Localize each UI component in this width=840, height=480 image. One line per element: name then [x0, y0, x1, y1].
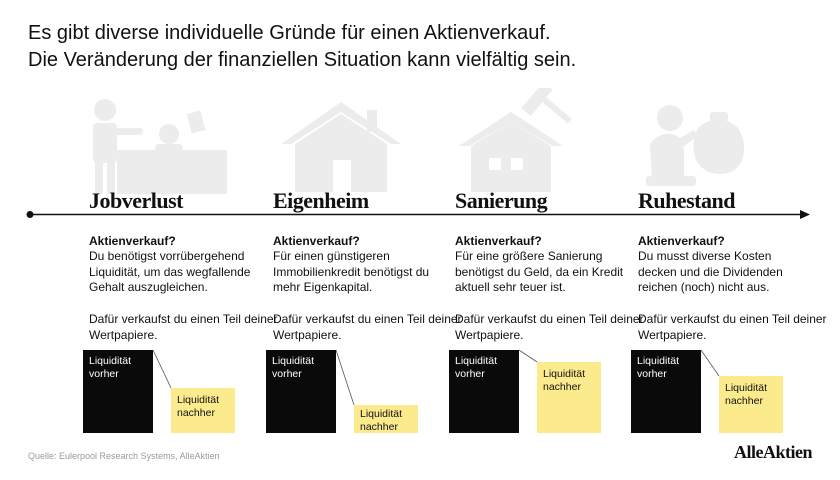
reason-label: Sanierung	[455, 188, 548, 213]
conclusion-text: Dafür verkaufst du einen Teil deiner Wertpapiere.	[638, 312, 827, 342]
description-text: Du musst diverse Kosten decken und die Dividenden reichen (noch) nicht aus.	[638, 249, 783, 295]
liquidity-after-label: Liquidität nachher	[360, 408, 403, 433]
liquidity-after-label: Liquidität nachher	[725, 382, 768, 407]
liquidity-before-label: Liquidität vorher	[272, 355, 315, 380]
liquidity-after-label: Liquidität nachher	[177, 394, 220, 419]
liquidity-after-label: Liquidität nachher	[543, 368, 586, 393]
conclusion-text: Dafür verkaufst du einen Teil deiner Wertpapiere.	[455, 312, 644, 342]
question-text: Aktienverkauf?	[455, 234, 542, 248]
question-text: Aktienverkauf?	[89, 234, 176, 248]
description-text: Du benötigst vorrübergehend Liquidität, um das wegfallende Gehalt auszugleichen.	[89, 249, 251, 295]
headline-line-1: Es gibt diverse individuelle Gründe für einen Aktienverkauf.	[28, 22, 551, 44]
headline-line-2: Die Veränderung der finanziellen Situation kann vielfältig sein.	[28, 49, 577, 71]
reason-label: Ruhestand	[638, 188, 735, 213]
conclusion-text: Dafür verkaufst du einen Teil deiner Wertpapiere.	[273, 312, 462, 342]
conclusion-text: Dafür verkaufst du einen Teil deiner Wertpapiere.	[89, 312, 278, 342]
source-note: Quelle: Eulerpool Research Systems, AlleAktien	[28, 451, 220, 461]
reason-label: Eigenheim	[273, 188, 369, 213]
description-text: Für eine größere Sanierung benötigst du Geld, da ein Kredit aktuell sehr teuer ist.	[455, 249, 624, 295]
reason-label: Jobverlust	[89, 188, 183, 213]
liquidity-before-label: Liquidität vorher	[455, 355, 498, 380]
question-text: Aktienverkauf?	[638, 234, 725, 248]
liquidity-before-label: Liquidität vorher	[637, 355, 680, 380]
description-text: Für einen günstigeren Immobilienkredit benötigst du mehr Eigenkapital.	[273, 249, 430, 295]
question-text: Aktienverkauf?	[273, 234, 360, 248]
liquidity-before-label: Liquidität vorher	[89, 355, 132, 380]
brand-logo: AlleAktien	[734, 442, 812, 462]
